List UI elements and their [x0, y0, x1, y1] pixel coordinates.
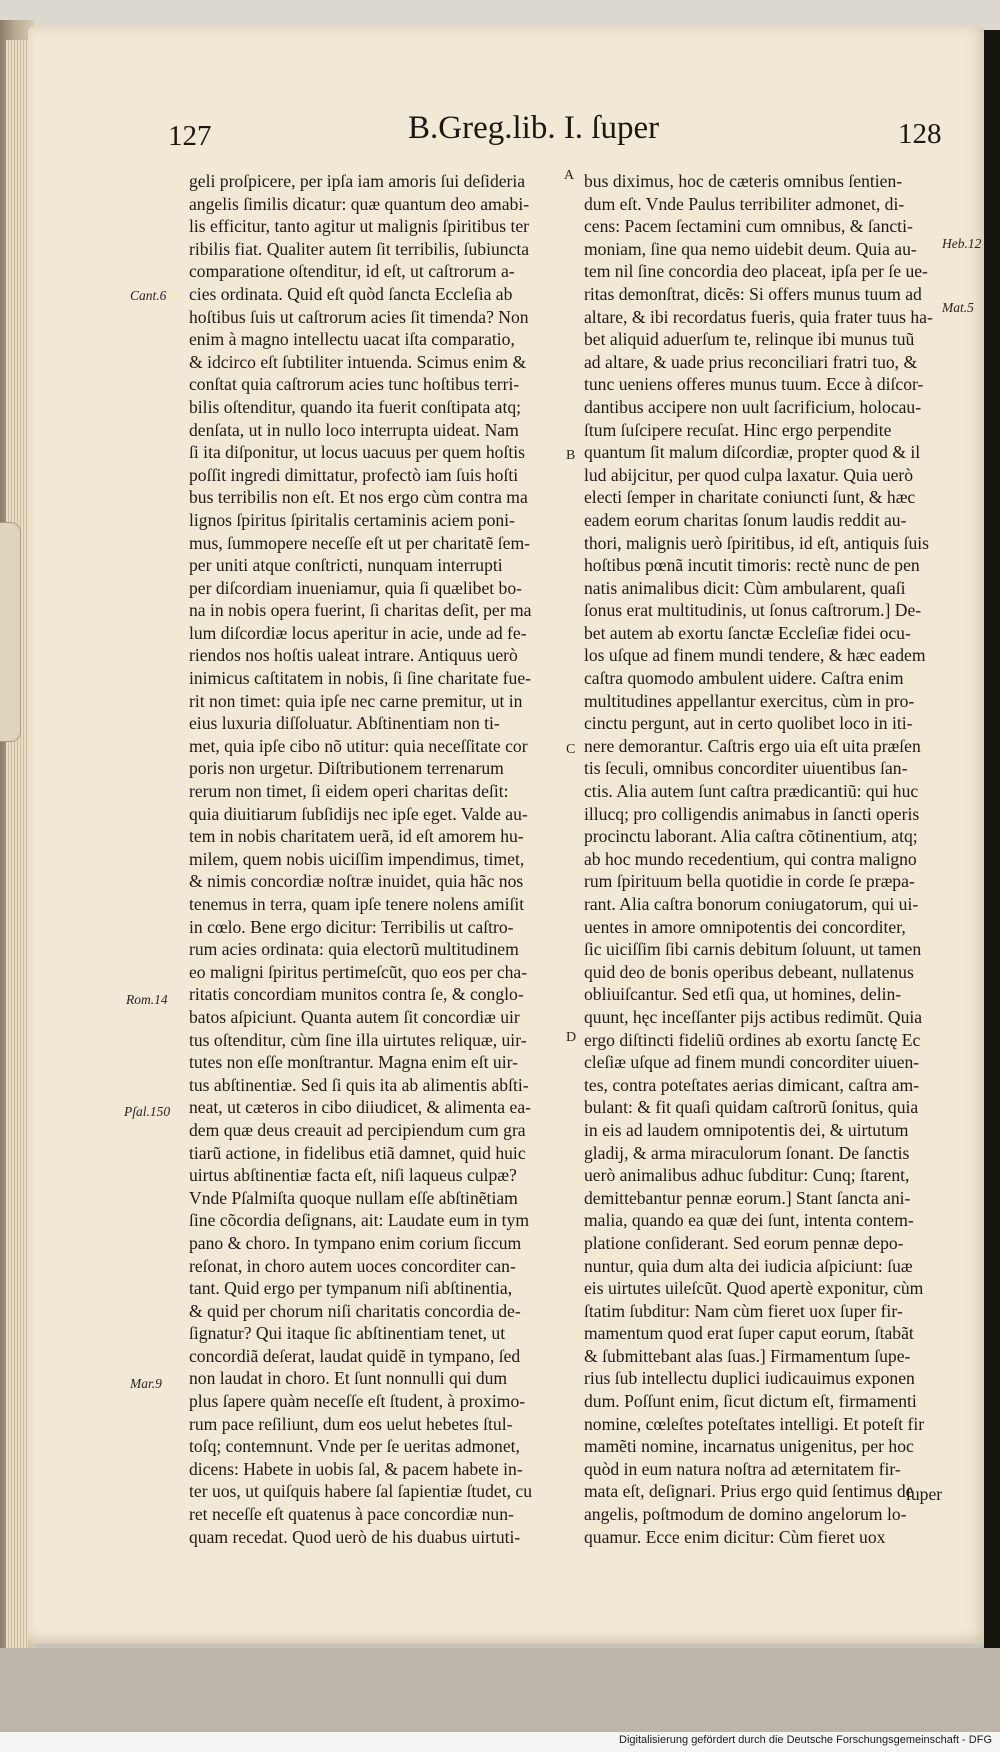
right-text-column — [584, 170, 946, 1548]
text-line: toſq; contemnunt. Vnde per ſe ueritas admonet, — [189, 1436, 520, 1457]
text-line: dantibus accipere non uult ſacrificium, holocau- — [584, 396, 922, 417]
text-line: & nimis concordiæ noſtræ inuidet, quia hãc nos — [189, 871, 524, 892]
text-line: plus ſapere quàm neceſſe eſt ſtudent, à proximo- — [189, 1391, 526, 1412]
text-line: geli proſpicere, per ipſa iam amoris ſui deſideria — [189, 171, 526, 191]
text-line: conſtat quia caſtrorum acies tunc hoſtibus terri- — [189, 374, 520, 395]
text-line: gladij, & arma miraculorum ſonant. De ſanctis — [584, 1142, 910, 1163]
section-letter-a: A — [564, 168, 575, 183]
text-line: lignos ſpiritus ſpiritalis certaminis aciem poni- — [189, 509, 515, 530]
text-line: lum diſcordiæ locus aperitur in acie, unde ad fe- — [189, 622, 527, 643]
text-line: rius ſub intellectu duplici iudicauimus exponen — [584, 1368, 915, 1389]
text-line: bet autem ab exortu ſanctæ Eccleſiæ fidei ocu- — [584, 622, 911, 643]
text-line: batos aſpiciunt. Quanta autem ſit concordiæ uir — [189, 1006, 520, 1027]
text-line: malia, quando ea quæ dei ſunt, intenta contem- — [584, 1210, 914, 1231]
text-line: eo maligni ſpiritus pertimeſcũt, quo eos per cha- — [189, 961, 528, 982]
text-line: reſonat, in choro autem uoces concorditer can- — [189, 1255, 516, 1276]
text-line: quantum ſit malum diſcordiæ, propter quod & il — [584, 442, 921, 463]
text-line: rum pace reſiliunt, dum eos uelut hebetes ſtul- — [189, 1413, 513, 1434]
text-line: uirtus abſtinentiæ facta eſt, niſi laqueus culpæ? — [189, 1165, 517, 1186]
text-line: hoſtibus pœnã incutit timoris: rectè nunc de pen — [584, 555, 920, 576]
text-line: quòd in eum natura noſtra ad æternitatem fir- — [584, 1458, 901, 1479]
text-line: ſine cõcordia deſignans, ait: Laudate eum in tym — [189, 1210, 530, 1231]
text-line: Vnde Pſalmiſta quoque nullam eſſe abſtinẽtiam — [189, 1187, 518, 1208]
text-line: cinctu pergunt, aut in certo quolibet loco in iti- — [584, 713, 913, 734]
text-line: uentes in amore omnipotentis dei concorditer, — [584, 916, 906, 937]
text-line: multitudines appellantur exercitus, cùm in pro- — [584, 690, 915, 711]
text-line: inimicus caſtitatem in nobis, ſi ſine charitate fue- — [189, 668, 531, 689]
text-line: electi ſemper in charitate coniuncti ſunt, & hæc — [584, 487, 916, 508]
text-line: tenemus in terra, quam ipſe tenere nolens amiſit — [189, 894, 525, 914]
text-line: cleſiæ uſque ad finem mundi concorditer uiuen- — [584, 1052, 920, 1073]
margin-note-mat: Mat.5 — [942, 300, 974, 315]
text-line: in eis ad laudem omnipotentis dei, & uirtutum — [584, 1119, 909, 1140]
text-line: angelis, poſtmodum de domino angelorum lo- — [584, 1504, 907, 1525]
text-line: & ſubmittebant alas ſuas.] Firmamentum ſupe- — [584, 1345, 911, 1366]
text-line: mus, ſummopere neceſſe eſt ut per charitatẽ ſem- — [189, 532, 530, 553]
text-line: rum ſpirituum bella quotidie in corde ſe præpa- — [584, 871, 915, 892]
text-line: bilis oſtenditur, quando ita fuerit conſtipata atq; — [189, 396, 522, 417]
text-line: ſonus erat multitudinis, ut ſonus caſtrorum.] De- — [584, 600, 922, 621]
text-line: tus abſtinentiæ. Sed ſi quis ita ab alimentis abſti- — [189, 1074, 529, 1095]
text-line: dicens: Habete in uobis ſal, & pacem habete in- — [189, 1458, 523, 1479]
text-line: denſata, ut in nullo loco interrupta uideat. Nam — [189, 419, 519, 440]
text-line: ctis. Alia autem ſunt caſtra prædicantiũ: qui huc — [584, 781, 919, 802]
text-line: altare, & ibi recordatus fueris, quia frater tuus ha- — [584, 306, 933, 327]
text-line: hoſtibus ſuis ut caſtrorum acies ſit timenda? Non — [189, 306, 529, 327]
text-line: tant. Quid ergo per tympanum niſi abſtinentia, — [189, 1278, 513, 1299]
text-line: obliuiſcantur. Sed etſi qua, ut homines, delin- — [584, 984, 902, 1005]
text-line: ab hoc mundo recedentium, qui contra maligno — [584, 848, 917, 869]
text-line: nere demorantur. Caſtris ergo uia eſt uita præſen — [584, 735, 921, 756]
text-line: lud abijcitur, per quod culpa laxatur. Quia uerò — [584, 464, 914, 485]
text-line: tunc ueniens offeres munus tuum. Ecce à diſcor- — [584, 374, 924, 395]
text-line: mamẽti nomine, incarnatus unigenitus, per hoc — [584, 1436, 914, 1457]
text-line: mata eſt, deſignari. Prius ergo quid ſentimus de — [584, 1481, 914, 1502]
text-line: quid deo de bonis operibus debeant, nullatenus — [584, 961, 914, 982]
text-line: bus diximus, hoc de cæteris omnibus ſentien- — [584, 171, 903, 191]
text-line: caſtra quomodo ambulent uidere. Caſtra enim — [584, 668, 904, 689]
margin-note-heb: Heb.12 — [942, 236, 982, 251]
text-line: concordiã deſerat, laudat quidẽ in tympano, ſed — [189, 1345, 521, 1366]
text-line: ribilis fiat. Qualiter autem ſit terribilis, ſubiuncta — [189, 238, 530, 259]
text-line: natis animalibus dicit: Cùm ambularent, quaſi — [584, 577, 906, 598]
text-line: moniam, ſine qua nemo uidebit deum. Quia au- — [584, 238, 917, 259]
text-line: ad altare, & uade prius reconciliari fratri tuo, & — [584, 351, 918, 372]
section-letter-c: C — [566, 742, 576, 757]
running-title: B.Greg.lib. I. ſuper — [408, 110, 660, 146]
text-line: & quid per chorum niſi charitatis concordia de- — [189, 1300, 521, 1321]
text-line: uerò animalibus adhuc ſubditur: Cunq; ſtarent, — [584, 1165, 910, 1186]
text-line: mamentum quod erat ſuper caput eorum, ſtabãt — [584, 1323, 914, 1344]
text-line: & idcirco eſt ſubtiliter intuenda. Scimus enim & — [189, 351, 527, 372]
text-line: poſſit ingredi dimittatur, profectò iam ſuis hoſti — [189, 464, 519, 485]
text-line: neat, ut cæteros in cibo diiudicet, & alimenta ea- — [189, 1097, 531, 1118]
text-line: ſignatur? Qui itaque ſic abſtinentiam tenet, ut — [189, 1323, 506, 1344]
margin-note-psal: Pſal.150 — [124, 1104, 171, 1119]
bookmark-tab — [0, 522, 21, 742]
footer-credit: Digitalisierung gefördert durch die Deutsche Forschungsgemeinschaft - DFG — [619, 1734, 992, 1746]
text-line: platione conſiderant. Sed eorum pennæ depo- — [584, 1232, 904, 1253]
page-number-right: 128 — [898, 118, 942, 150]
page-number-left: 127 — [168, 120, 212, 152]
text-line: nuntur, quia dum alta dei iudicia aſpiciunt: ſuæ — [584, 1255, 913, 1276]
text-line: in cœlo. Bene ergo dicitur: Terribilis ut caſtro- — [189, 916, 514, 937]
text-line: bus terribilis non eſt. Et nos ergo cùm contra ma — [189, 487, 528, 508]
text-line: bulant: & fit quaſi quidam caſtrorũ ſonitus, quia — [584, 1097, 919, 1118]
text-line: ſi ita diſponitur, ut locus uacuus per quem hoſtis — [189, 442, 525, 463]
left-text-column — [189, 170, 569, 1548]
text-line: quia diuitiarum ſubſidijs nec ipſe eget. Valde au- — [189, 803, 528, 824]
text-line: eis uirtutes uileſcũt. Quod apertè exponitur, cùm — [584, 1278, 924, 1299]
text-line: na in nobis opera fuerint, ſi charitas deſit, per ma — [189, 600, 532, 621]
text-line: dem quæ deus creauit ad percipiendum cum gra — [189, 1119, 526, 1140]
text-line: quamur. Ecce enim dicitur: Cùm fieret uox — [584, 1526, 886, 1547]
text-line: tem nil ſine concordia deo placeat, ipſa per ſe ue- — [584, 261, 928, 282]
text-line: lis efficitur, tanto agitur ut malignis ſpiritibus ter — [189, 216, 530, 237]
text-line: enim à magno intellectu uacat iſta comparatio, — [189, 329, 515, 350]
text-line: rum acies ordinata: quia electorũ multitudinem — [189, 939, 519, 960]
text-line: ergo diſtincti fideliũ ordines ab exortu ſanctę Ec — [584, 1029, 921, 1050]
section-letter-b: B — [566, 448, 576, 463]
text-line: tes, contra poteſtates aerias dimicant, caſtra am- — [584, 1074, 920, 1095]
text-line: dum eſt. Vnde Paulus terribiliter admonet, di- — [584, 193, 905, 214]
text-line: poris non urgetur. Diſtributionem terrenarum — [189, 758, 504, 779]
text-line: procinctu laborant. Alia caſtra cõtinentium, atq; — [584, 826, 918, 847]
text-line: ritas demonſtrat, dicẽs: Si offers munus tuum ad — [584, 283, 922, 304]
text-line: eadem eorum charitas ſonum laudis reddit au- — [584, 509, 907, 530]
text-line: tus oſtenditur, cùm ſine illa uirtutes reliquæ, uir- — [189, 1029, 527, 1050]
text-line: dum. Poſſunt enim, ſicut dictum eſt, firmamenti — [584, 1391, 917, 1412]
text-line: rant. Alia caſtra bonorum coniugatorum, qui ui- — [584, 894, 919, 914]
margin-note-rom: Rom.14 — [126, 992, 168, 1007]
page-edges — [6, 40, 28, 1650]
text-line: ritatis concordiam munitos contra ſe, & conglo- — [189, 984, 524, 1005]
section-letter-d: D — [566, 1030, 577, 1045]
text-line: quam recedat. Quod uerò de his duabus uirtuti- — [189, 1526, 521, 1547]
text-line: cens: Pacem ſectamini cum omnibus, & ſancti- — [584, 216, 913, 237]
text-line: non laudat in choro. Et ſunt nonnulli qui dum — [189, 1368, 508, 1389]
text-line: ter uos, ut quiſquis habere ſal ſapientiæ ſtudet, cu — [189, 1481, 533, 1502]
text-line: ret neceſſe eſt quatenus à pace concordiæ nun- — [189, 1504, 514, 1525]
text-line: rerum non timet, ſi eidem operi charitas deſit: — [189, 781, 509, 802]
text-line: per uniti atque conſtricti, nunquam interrupti — [189, 555, 503, 576]
text-line: bet aliquid aduerſum te, relinque ibi munus tuũ — [584, 329, 915, 350]
text-line: ſic uiciſſim ſibi carnis debitum ſoluunt, ut tamen — [584, 939, 922, 960]
catchword: ſuper — [906, 1484, 943, 1504]
text-line: los uſque ad finem mundi tendere, & hæc eadem — [584, 645, 926, 666]
text-line: angelis ſimilis dicatur: quæ quantum deo amabi- — [189, 193, 530, 214]
margin-note-cant: Cant.6 — [130, 288, 167, 303]
text-line: tutes non eſſe monſtrantur. Magna enim eſt uir- — [189, 1052, 518, 1073]
text-line: illucq; pro colligendis animabus in ſancti operis — [584, 803, 920, 824]
text-line: riendos nos hoſtis ualeat intrare. Antiquus uerò — [189, 645, 518, 666]
text-line: comparatione oſtenditur, id eſt, ut caſtrorum a- — [189, 261, 515, 282]
margin-note-mar: Mar.9 — [130, 1376, 162, 1391]
text-line: tiarũ actione, in fidelibus etiã damnet, quid huic — [189, 1142, 526, 1163]
text-line: eius luxuria diſſoluatur. Abſtinentiam non ti- — [189, 713, 500, 734]
text-line: ſtum ſuſcipere recuſat. Hinc ergo perpendite — [584, 419, 892, 440]
text-line: thori, malignis uerò ſpiritibus, id eſt, antiquis ſuis — [584, 532, 930, 553]
text-line: rit non timet: quia ipſe nec carne premitur, ut in — [189, 690, 523, 711]
text-line: met, quia ipſe cibo nõ utitur: quia neceſſitate cor — [189, 735, 528, 756]
book-right-edge — [984, 30, 1000, 1650]
text-line: quunt, hęc inceſſanter pijs actibus redimũt. Quia — [584, 1006, 923, 1027]
text-line: demittebantur pennæ eorum.] Stant ſancta ani- — [584, 1187, 911, 1208]
text-line: milem, quem nobis uiciſſim impendimus, timet, — [189, 848, 525, 869]
text-line: pano & choro. In tympano enim corium ſiccum — [189, 1232, 522, 1253]
text-line: nomine, cœleſtes poteſtates intelligi. Et poteſt fir — [584, 1413, 925, 1434]
text-line: cies ordinata. Quid eſt quòd ſancta Eccleſia ab — [189, 283, 513, 304]
text-line: per diſcordiam inueniamur, quia ſi quælibet bo- — [189, 577, 523, 598]
text-line: tis ſeculi, omnibus concorditer uiuentibus ſan- — [584, 758, 908, 779]
text-line: ſtatim ſubditur: Nam cùm fieret uox ſuper fir- — [584, 1300, 903, 1321]
text-line: tem in nobis charitatem uerã, id eſt amorem hu- — [189, 826, 524, 847]
